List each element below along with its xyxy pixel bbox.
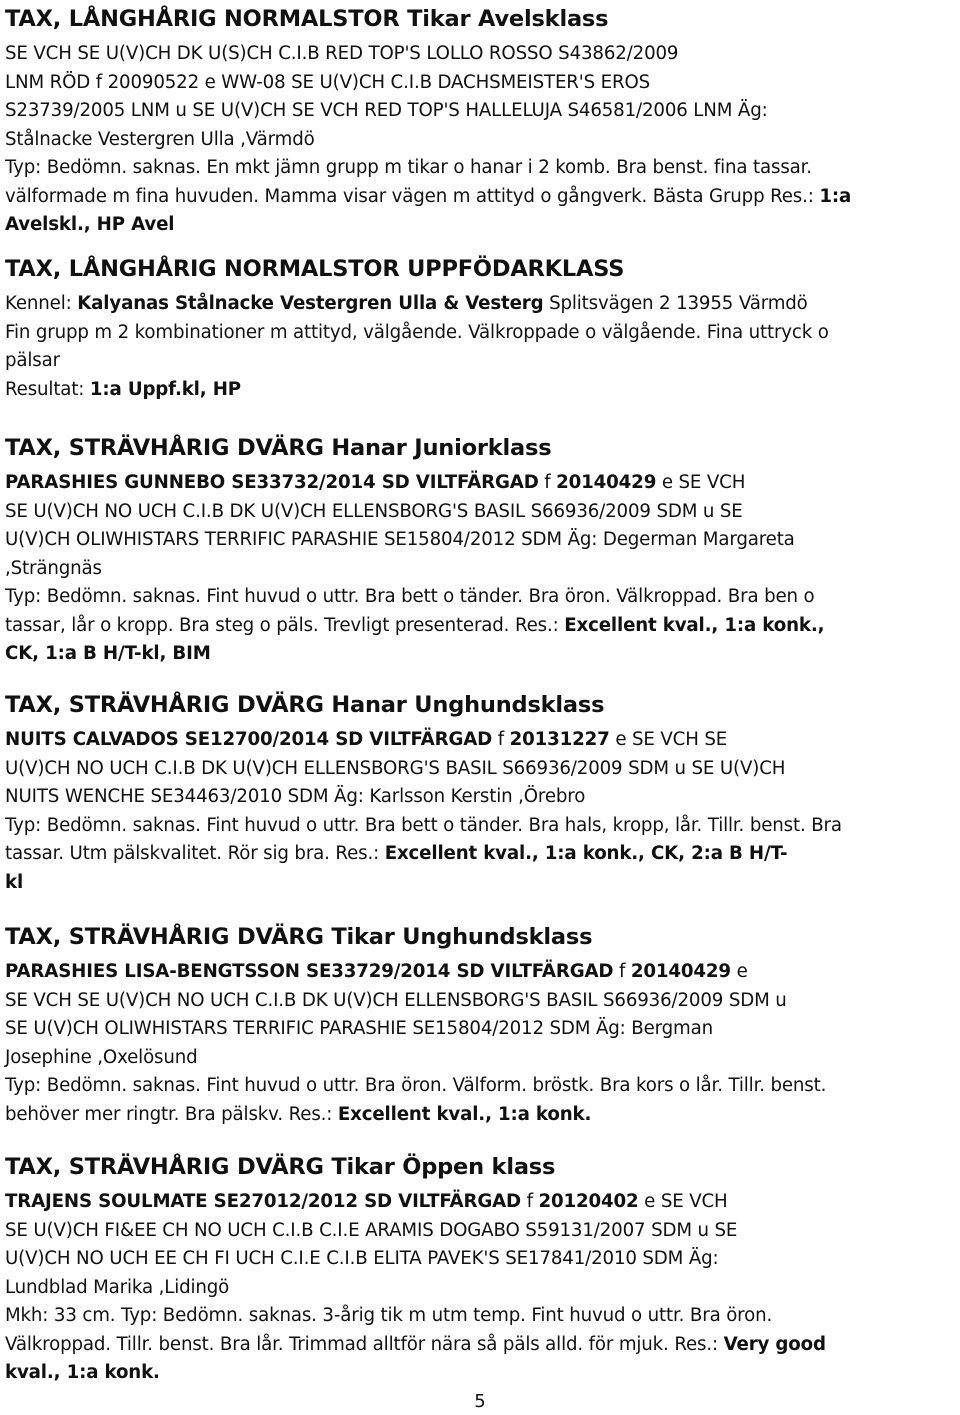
text: Typ: Bedömn. saknas. En mkt jämn grupp m tikar o hanar i 2 komb. Bra benst. fina tassar. bbox=[5, 157, 812, 178]
entry-line bbox=[5, 69, 851, 98]
bold-text: Excellent kval. bbox=[384, 843, 532, 864]
class-heading: TAX, STRÄVHÅRIG DVÄRG Tikar Unghundsklass bbox=[5, 924, 593, 950]
bold-text: , 1:a konk. bbox=[53, 1362, 160, 1383]
bold-text: , HP bbox=[199, 378, 241, 400]
text: f bbox=[520, 1191, 539, 1212]
bold-text: Excellent kval. bbox=[564, 614, 712, 636]
entry-line bbox=[5, 1245, 826, 1274]
text: Resultat: bbox=[5, 378, 90, 400]
entry-line bbox=[5, 583, 824, 612]
class-section bbox=[5, 690, 842, 897]
entry-line bbox=[5, 987, 826, 1016]
bold-text: CK, 1:a B H/T-kl, BIM bbox=[5, 643, 211, 664]
bold-text: 1:a Uppf.kl bbox=[89, 378, 200, 400]
text: SE VCH SE U(V)CH NO UCH C.I.B DK U(V)CH ELLENSBORG'S BASIL S66936/2009 SDM u bbox=[5, 989, 787, 1011]
bold-text: , 1:a konk. bbox=[485, 1103, 592, 1125]
text: LNM RÖD f 20090522 e WW-08 SE U(V)CH C.I.B DACHSMEISTER'S EROS bbox=[5, 71, 651, 93]
text: Josephine ,Oxelösund bbox=[5, 1046, 198, 1068]
bold-text: kval. bbox=[5, 1362, 54, 1383]
class-section bbox=[5, 1152, 826, 1388]
entry-line bbox=[5, 1015, 826, 1044]
bold-text: Avelskl. bbox=[5, 214, 84, 235]
entry-line bbox=[5, 869, 842, 898]
bold-text: , 1:a konk. bbox=[711, 614, 818, 636]
text: SE U(V)CH OLIWHISTARS TERRIFIC PARASHIE SE15804/2012 SDM Äg: Bergman bbox=[5, 1018, 713, 1039]
class-heading: TAX, LÅNGHÅRIG NORMALSTOR Tikar Avelsklass bbox=[5, 6, 609, 32]
bold-text: 20131227 bbox=[509, 729, 610, 750]
entry-line bbox=[5, 40, 851, 69]
entry-line bbox=[5, 1101, 826, 1130]
bold-text: Kalyanas Stålnacke Vestergren Ulla & Vesterg bbox=[77, 293, 544, 314]
bold-text: Excellent kval. bbox=[337, 1103, 486, 1125]
entry-line bbox=[5, 958, 826, 987]
text: SE U(V)CH NO UCH C.I.B DK U(V)CH ELLENSBORG'S BASIL S66936/2009 SDM u SE bbox=[5, 500, 743, 522]
bold-text: 20140429 bbox=[630, 961, 731, 982]
bold-text: PARASHIES LISA-BENGTSSON SE33729/2014 SD VILTFÄRGAD bbox=[5, 961, 614, 982]
entry-line bbox=[5, 319, 829, 348]
text: f bbox=[538, 472, 557, 493]
text: ,Strängnäs bbox=[5, 557, 102, 579]
entry-line bbox=[5, 211, 851, 240]
bold-text: , HP Avel bbox=[83, 214, 175, 235]
text: Splitsvägen 2 13955 Värmdö bbox=[543, 293, 808, 314]
entry-line bbox=[5, 1302, 826, 1331]
text: e bbox=[730, 961, 748, 982]
entry-line bbox=[5, 1188, 826, 1217]
class-heading: TAX, LÅNGHÅRIG NORMALSTOR UPPFÖDARKLASS bbox=[5, 256, 625, 282]
bold-text: 1:a bbox=[819, 185, 852, 207]
text: behöver mer ringtr. Bra pälskv. Res.: bbox=[5, 1103, 338, 1125]
entry-line bbox=[5, 812, 842, 841]
bold-text: 20120402 bbox=[538, 1191, 639, 1212]
entry-line bbox=[5, 640, 824, 669]
text: U(V)CH OLIWHISTARS TERRIFIC PARASHIE SE15804/2012 SDM Äg: Degerman Margareta bbox=[5, 529, 795, 550]
entry-line bbox=[5, 1359, 826, 1388]
text: S23739/2005 LNM u SE U(V)CH SE VCH RED TOP'S HALLELUJA S46581/2006 LNM Äg: bbox=[5, 100, 768, 121]
entry-line bbox=[5, 498, 824, 527]
class-section bbox=[5, 922, 826, 1129]
text: Kennel: bbox=[5, 293, 78, 314]
class-heading: TAX, STRÄVHÅRIG DVÄRG Tikar Öppen klass bbox=[5, 1154, 556, 1180]
entry-line bbox=[5, 726, 842, 755]
bold-text: , CK, 2:a B H/T- bbox=[638, 843, 788, 864]
class-heading: TAX, STRÄVHÅRIG DVÄRG Hanar Unghundsklass bbox=[5, 692, 605, 718]
entry-line bbox=[5, 783, 842, 812]
entry-line bbox=[5, 347, 829, 376]
text: Stålnacke Vestergren Ulla ,Värmdö bbox=[5, 128, 315, 150]
entry-line bbox=[5, 555, 824, 584]
text: U(V)CH NO UCH EE CH FI UCH C.I.E C.I.B ELITA PAVEK'S SE17841/2010 SDM Äg: bbox=[5, 1248, 719, 1269]
text: NUITS WENCHE SE34463/2010 SDM Äg: Karlsson Kerstin ,Örebro bbox=[5, 786, 586, 807]
text: Lundblad Marika ,Lidingö bbox=[5, 1276, 230, 1298]
entry-line bbox=[5, 376, 829, 405]
text: Typ: Bedömn. saknas. Fint huvud o uttr. Bra bett o tänder. Bra öron. Välkroppad. Bra ben o bbox=[5, 586, 815, 607]
entry-line bbox=[5, 1274, 826, 1303]
entry-line bbox=[5, 1331, 826, 1360]
page-number: 5 bbox=[474, 1391, 486, 1412]
bold-text: NUITS CALVADOS SE12700/2014 SD VILTFÄRGAD bbox=[5, 729, 493, 750]
bold-text: , bbox=[817, 614, 825, 636]
bold-text: TRAJENS SOULMATE SE27012/2012 SD VILTFÄRGAD bbox=[5, 1191, 521, 1212]
entry-line bbox=[5, 526, 824, 555]
class-section bbox=[5, 433, 824, 669]
text: Välkroppad. Tillr. benst. Bra lår. Trimmad alltför nära så päls alld. för mjuk. Res.: bbox=[5, 1333, 724, 1355]
entry-line bbox=[5, 290, 829, 319]
entry-line bbox=[5, 126, 851, 155]
entry-line bbox=[5, 1072, 826, 1101]
entry-line bbox=[5, 154, 851, 183]
text: SE U(V)CH FI&EE CH NO UCH C.I.B C.I.E ARAMIS DOGABO S59131/2007 SDM u SE bbox=[5, 1219, 738, 1241]
text: SE VCH SE U(V)CH DK U(S)CH C.I.B RED TOP'S LOLLO ROSSO S43862/2009 bbox=[5, 43, 679, 64]
entry-line bbox=[5, 755, 842, 784]
text: Fin grupp m 2 kombinationer m attityd, välgående. Välkroppade o välgående. Fina uttryck o bbox=[5, 321, 829, 343]
text: e SE VCH bbox=[656, 472, 746, 493]
entry-line bbox=[5, 1217, 826, 1246]
bold-text: kl bbox=[5, 871, 24, 893]
bold-text: 20140429 bbox=[556, 472, 657, 493]
bold-text: Very good bbox=[723, 1333, 826, 1355]
text: f bbox=[613, 961, 631, 982]
entry-line bbox=[5, 97, 851, 126]
class-heading: TAX, STRÄVHÅRIG DVÄRG Hanar Juniorklass bbox=[5, 435, 552, 461]
text: tassar. Utm pälskvalitet. Rör sig bra. Res.: bbox=[5, 843, 385, 864]
class-section bbox=[5, 254, 829, 404]
entry-line bbox=[5, 469, 824, 498]
text: pälsar bbox=[5, 350, 60, 371]
text: U(V)CH NO UCH C.I.B DK U(V)CH ELLENSBORG'S BASIL S66936/2009 SDM u SE U(V)CH bbox=[5, 757, 786, 779]
text: e SE VCH bbox=[638, 1191, 728, 1212]
text: Typ: Bedömn. saknas. Fint huvud o uttr. Bra bett o tänder. Bra hals, kropp, lår. Tillr. benst. Bra bbox=[5, 814, 842, 836]
text: f bbox=[492, 729, 510, 750]
entry-line bbox=[5, 840, 842, 869]
text: e SE VCH SE bbox=[609, 729, 728, 750]
text: Typ: Bedömn. saknas. Fint huvud o uttr. Bra öron. Välform. bröstk. Bra kors o lår. Tillr. benst. bbox=[5, 1075, 827, 1096]
entry-line bbox=[5, 612, 824, 641]
bold-text: PARASHIES GUNNEBO SE33732/2014 SD VILTFÄRGAD bbox=[5, 472, 539, 493]
text: tassar, lår o kropp. Bra steg o päls. Trevligt presenterad. Res.: bbox=[5, 614, 565, 636]
text: välformade m fina huvuden. Mamma visar vägen m attityd o gångverk. Bästa Grupp Res.: bbox=[5, 185, 820, 207]
bold-text: , 1:a konk. bbox=[531, 843, 639, 864]
class-section bbox=[5, 4, 851, 240]
entry-line bbox=[5, 183, 851, 212]
text: Mkh: 33 cm. Typ: Bedömn. saknas. 3-årig tik m utm temp. Fint huvud o uttr. Bra öron. bbox=[5, 1305, 773, 1326]
entry-line bbox=[5, 1044, 826, 1073]
